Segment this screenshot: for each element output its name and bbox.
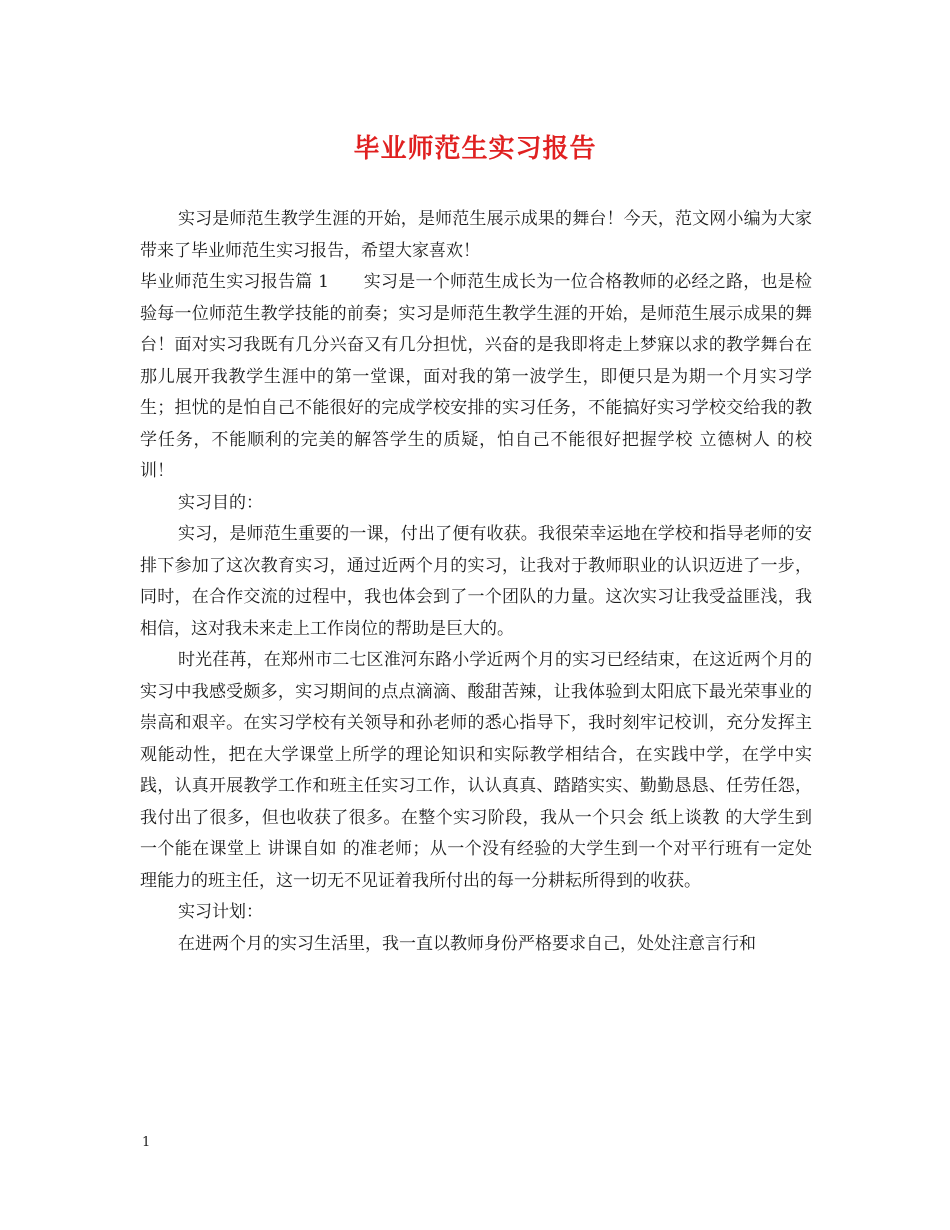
paragraph-experience: 时光荏苒，在郑州市二七区淮河东路小学近两个月的实习已经结束，在这近两个月的实习中我感受颇多，实习期间的点点滴滴、酸甜苦辣，让我体验到太阳底下最光荣事业的崇高和艰辛。在实习学校有关领导和孙老师的悉心指导下，我时刻牢记校训，充分发挥主观能动性，把在大学课堂上所学的理论知识和实际教学相结合，在实践中学，在学中实践，认真开展教学工作和班主任实习工作，认认真真、踏踏实实、勤勤恳恳、任劳任怨，我付出了很多，但也收获了很多。在整个实习阶段，我从一个只会 纸上谈教 的大学生到一个能在课堂上 讲课自如 的准老师；从一个没有经验的大学生到一个对平行班有一定处理能力的班主任，这一切无不见证着我所付出的每一分耕耘所得到的收获。 xyxy=(140,650,812,891)
heading-purpose: 实习目的： xyxy=(178,492,263,513)
heading-plan: 实习计划： xyxy=(178,902,263,922)
paragraph-intro: 实习是师范生教学生涯的开始，是师范生展示成果的舞台！今天，范文网小编为大家带来了毕业师范生实习报告，希望大家喜欢！ xyxy=(140,209,812,261)
paragraph-purpose: 实习，是师范生重要的一课，付出了便有收获。我很荣幸运地在学校和指导老师的安排下参加了这次教育实习，通过近两个月的实习，让我对于教师职业的认识迈进了一步，同时，在合作交流的过程中，我也体会到了一个团队的力量。这次实习让我受益匪浅，我相信，这对我未来走上工作岗位的帮助是巨大的。 xyxy=(140,524,812,639)
paragraph-plan: 在进两个月的实习生活里，我一直以教师身份严格要求自己，处处注意言行和 xyxy=(178,933,756,954)
page-number: 1 xyxy=(142,1135,151,1150)
document-body xyxy=(140,204,812,960)
document-title: 毕业师范生实习报告 xyxy=(353,134,597,164)
paragraph-section-1: 毕业师范生实习报告篇 1 实习是一个师范生成长为一位合格教师的必经之路，也是检验每一位师范生教学技能的前奏；实习是师范生教学生涯的开始，是师范生展示成果的舞台！面对实习我既有几分兴奋又有几分担忧，兴奋的是我即将走上梦寐以求的教学舞台在那儿展开我教学生涯中的第一堂课，面对我的第一波学生，即便只是为期一个月实习学生；担忧的是怕自己不能很好的完成学校安排的实习任务，不能搞好实习学校交给我的教学任务，不能顺利的完美的解答学生的质疑，怕自己不能很好把握学校 立德树人 的校训！ xyxy=(140,272,812,481)
